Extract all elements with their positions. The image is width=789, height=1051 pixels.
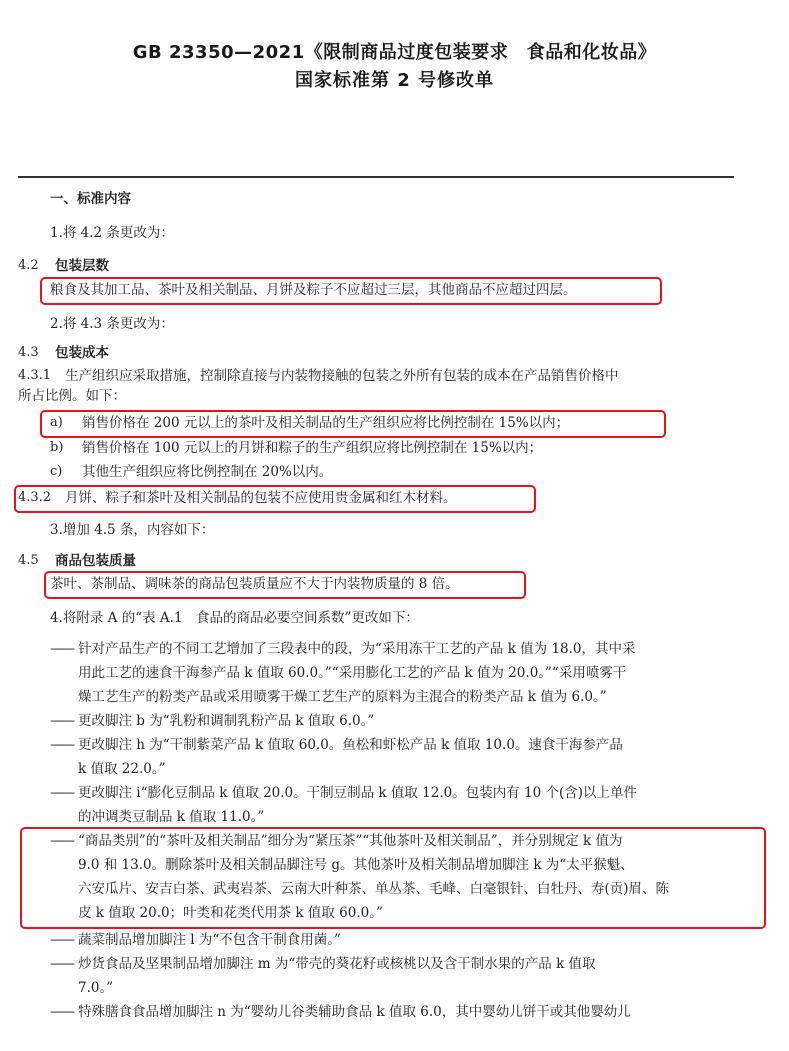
amendment-item-4: 4.将附录 A 的“表 A.1 食品的商品必要空间系数”更改如下： [50, 610, 419, 626]
clause-title-4-3: 包装成本 [55, 345, 109, 361]
dash-item-5-line1: “商品类别”的“茶叶及相关制品”细分为“紧压茶”“其他茶叶及相关制品”，并分别规定 k 值为 [78, 833, 623, 849]
clause-title-4-2: 包装层数 [55, 258, 109, 274]
list-text-a: 销售价格在 200 元以上的茶叶及相关制品的生产组织应将比例控制在 15%以内； [82, 415, 570, 431]
document-subtitle: 国家标准第 2 号修改单 [294, 70, 495, 91]
dash-item-7-line1: 炒货食品及坚果制品增加脚注 m 为“带壳的葵花籽或核桃以及含干制水果的产品 k 值取 [78, 956, 596, 972]
amendment-item-3: 3.增加 4.5 条，内容如下： [50, 522, 215, 538]
clause-text-4-3-1-line2: 所占比例。如下： [18, 388, 126, 404]
amendment-item-2: 2.将 4.3 条更改为： [50, 316, 174, 332]
clause-text-4-2: 粮食及其加工品、茶叶及相关制品、月饼及粽子不应超过三层，其他商品不应超过四层。 [50, 282, 577, 298]
dash-marker: —— [50, 737, 73, 753]
header-divider [18, 176, 734, 178]
section-heading: 一、标准内容 [50, 191, 131, 207]
list-label-b: b) [50, 440, 64, 455]
dash-item-1-line1: 针对产品生产的不同工艺增加了三段表中的段，为“采用冻干工艺的产品 k 值为 18.0，其中采 [78, 641, 636, 657]
dash-marker: —— [50, 956, 73, 972]
dash-item-3-line1: 更改脚注 h 为“干制紫菜产品 k 值取 60.0。鱼松和虾松产品 k 值取 10.0。速食干海参产品 [78, 737, 623, 753]
list-label-a: a) [50, 415, 63, 430]
list-text-c: 其他生产组织应将比例控制在 20%以内。 [82, 464, 333, 480]
dash-item-5-line3: 六安瓜片、安吉白茶、武夷岩茶、云南大叶种茶、单丛茶、毛峰、白毫银针、白牡丹、寿(贡)眉、陈 [78, 881, 670, 897]
dash-marker: —— [50, 785, 73, 801]
dash-item-5-line2: 9.0 和 13.0。删除茶叶及相关制品脚注号 g。其他茶叶及相关制品增加脚注 k 为“太平猴魁、 [78, 857, 634, 873]
clause-text-4-3-1-line1: 生产组织应采取措施，控制除直接与内装物接触的包装之外所有包装的成本在产品销售价格中 [65, 368, 619, 384]
clause-number-4-3: 4.3 [18, 345, 39, 360]
dash-item-4-line2: 的冲调类豆制品 k 值取 11.0。” [78, 809, 265, 825]
clause-number-4-3-1: 4.3.1 [18, 368, 52, 383]
dash-item-3-line2: k 值取 22.0。” [78, 761, 166, 777]
document-title: GB 23350—2021《限制商品过度包装要求 食品和化妆品》 [132, 42, 657, 63]
clause-number-4-2: 4.2 [18, 258, 39, 273]
dash-item-2: 更改脚注 b 为“乳粉和调制乳粉产品 k 值取 6.0。” [78, 713, 375, 729]
list-text-b: 销售价格在 100 元以上的月饼和粽子的生产组织应将比例控制在 15%以内； [82, 440, 543, 456]
amendment-item-1: 1.将 4.2 条更改为： [50, 225, 174, 241]
clause-number-4-5: 4.5 [18, 553, 39, 568]
dash-item-5-line4: 皮 k 值取 20.0；叶类和花类代用茶 k 值取 60.0。” [78, 905, 383, 921]
dash-marker: —— [50, 833, 73, 849]
dash-marker: —— [50, 932, 73, 948]
dash-item-7-line2: 7.0。” [78, 980, 114, 996]
dash-marker: —— [50, 713, 73, 729]
clause-text-4-5: 茶叶、茶制品、调味茶的商品包装质量应不大于内装物质量的 8 倍。 [50, 576, 459, 592]
clause-number-4-3-2: 4.3.2 [18, 490, 52, 505]
dash-marker: —— [50, 1004, 73, 1020]
dash-marker: —— [50, 641, 73, 657]
clause-text-4-3-2: 月饼、粽子和茶叶及相关制品的包装不应使用贵金属和红木材料。 [65, 490, 457, 506]
dash-item-1-line2: 用此工艺的速食干海参产品 k 值取 60.0。”“采用膨化工艺的产品 k 值为 20.0。”“采用喷雾干 [78, 665, 627, 681]
dash-item-8-line1: 特殊膳食食品增加脚注 n 为“婴幼儿谷类辅助食品 k 值取 6.0，其中婴幼儿饼干或其他婴幼儿 [78, 1004, 631, 1020]
dash-item-6: 蔬菜制品增加脚注 l 为“不包含干制食用菌。” [78, 932, 341, 948]
list-label-c: c) [50, 464, 63, 479]
dash-item-1-line3: 燥工艺生产的粉类产品或采用喷雾干燥工艺生产的原料为主混合的粉类产品 k 值为 6.0。” [78, 689, 607, 705]
clause-title-4-5: 商品包装质量 [55, 553, 136, 569]
dash-item-4-line1: 更改脚注 i“膨化豆制品 k 值取 20.0。干制豆制品 k 值取 12.0。包装内有 10 个(含)以上单件 [78, 785, 638, 801]
